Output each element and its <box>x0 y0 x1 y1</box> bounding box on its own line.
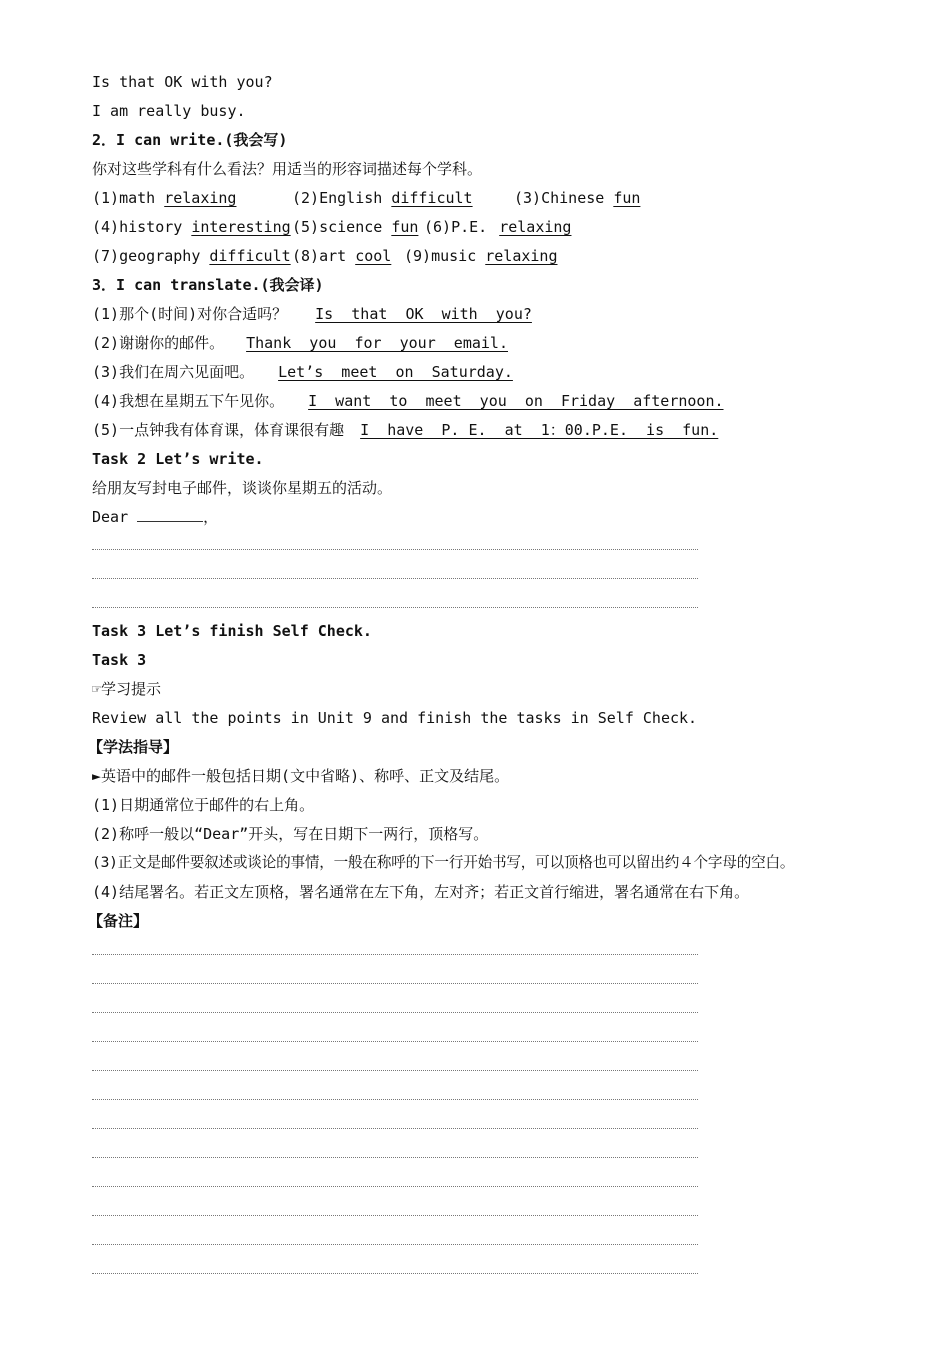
translate-prompt: (1)那个(时间)对你合适吗？ <box>92 305 288 323</box>
subject-answer: fun <box>391 218 419 236</box>
subject-answer: difficult <box>391 189 473 207</box>
notes-line[interactable] <box>92 954 698 955</box>
notes-line[interactable] <box>92 1273 698 1274</box>
write-instruction: 你对这些学科有什么看法？用适当的形容词描述每个学科。 <box>92 160 483 178</box>
notes-line[interactable] <box>92 1070 698 1071</box>
notes-line[interactable] <box>92 1215 698 1216</box>
subject-answer: relaxing <box>485 247 558 265</box>
translate-item-3 <box>92 362 513 382</box>
subject-label: (9)music <box>404 247 477 265</box>
translate-item-4 <box>92 391 724 411</box>
subject-label: (2)English <box>292 189 383 207</box>
translate-prompt: (4)我想在星期五下午见你。 <box>92 392 285 410</box>
subject-row-3 <box>92 246 558 266</box>
subject-answer: relaxing <box>499 218 572 236</box>
notes-line[interactable] <box>92 1128 698 1129</box>
method-point-4: (4)结尾署名。若正文左顶格，署名通常在左下角，左对齐；若正文首行缩进，署名通常在右下角。 <box>92 883 750 901</box>
method-point-1: (1)日期通常位于邮件的右上角。 <box>92 796 315 814</box>
notes-line[interactable] <box>92 1157 698 1158</box>
method-point-3: (3)正文是邮件要叙述或谈论的事情，一般在称呼的下一行开始书写，可以顶格也可以留出约４个字母的空白。 <box>92 854 795 871</box>
study-tip-text: Review all the points in Unit 9 and finish the tasks in Self Check. <box>92 709 698 727</box>
subject-label: (8)art <box>292 247 347 265</box>
translate-answer: Is that OK with you? <box>315 305 532 323</box>
translate-item-1 <box>92 304 532 324</box>
study-tip-label: ☞学习提示 <box>92 680 162 698</box>
subject-label: (7)geography <box>92 247 201 265</box>
subject-answer: difficult <box>209 247 291 265</box>
salutation-label: Dear <box>92 508 129 526</box>
notes-line[interactable] <box>92 1244 698 1245</box>
subject-row-1 <box>92 188 640 208</box>
translate-answer: Thank you for your email. <box>246 334 508 352</box>
subject-answer: interesting <box>191 218 291 236</box>
notes-heading: 【备注】 <box>88 912 149 930</box>
translate-prompt: (2)谢谢你的邮件。 <box>92 334 225 352</box>
task3-heading: Task 3 Let’s finish Self Check. <box>92 622 372 640</box>
notes-line[interactable] <box>92 1099 698 1100</box>
subject-label: (6)P.E. <box>424 218 488 236</box>
translate-prompt: (3)我们在周六见面吧。 <box>92 363 255 381</box>
writing-line[interactable] <box>92 549 698 550</box>
subject-answer: fun <box>613 189 641 207</box>
translate-answer: I want to meet you on Friday afternoon. <box>308 392 724 410</box>
task2-heading: Task 2 Let’s write. <box>92 450 264 468</box>
subject-label: (3)Chinese <box>514 189 605 207</box>
intro-line-2: I am really busy. <box>92 102 246 120</box>
method-intro: ►英语中的邮件一般包括日期(文中省略)、称呼、正文及结尾。 <box>92 767 510 785</box>
translate-answer: I have P. E. at 1：00.P.E. is fun. <box>360 421 719 439</box>
notes-line[interactable] <box>92 1186 698 1187</box>
task3-subheading: Task 3 <box>92 651 147 669</box>
method-point-2: (2)称呼一般以“Dear”开头，写在日期下一两行，顶格写。 <box>92 825 489 843</box>
notes-line[interactable] <box>92 1012 698 1013</box>
notes-line[interactable] <box>92 1041 698 1042</box>
write-heading: 2．I can write.(我会写) <box>92 131 288 149</box>
intro-line-1: Is that OK with you? <box>92 73 273 91</box>
subject-label: (1)math <box>92 189 156 207</box>
translate-item-2 <box>92 333 508 353</box>
task2-instruction: 给朋友写封电子邮件，谈谈你星期五的活动。 <box>92 479 393 497</box>
translate-heading: 3．I can translate.(我会译) <box>92 276 324 294</box>
subject-answer: relaxing <box>164 189 237 207</box>
notes-line[interactable] <box>92 983 698 984</box>
subject-row-2 <box>92 217 571 237</box>
salutation-comma: ， <box>203 508 219 526</box>
translate-answer: Let’s meet on Saturday. <box>278 363 513 381</box>
translate-prompt: (5)一点钟我有体育课，体育课很有趣 <box>92 421 345 439</box>
translate-item-5 <box>92 420 718 440</box>
email-salutation-line <box>92 507 218 527</box>
method-heading: 【学法指导】 <box>88 738 179 756</box>
writing-line[interactable] <box>92 578 698 579</box>
salutation-blank[interactable] <box>137 507 203 522</box>
subject-answer: cool <box>355 247 392 265</box>
subject-label: (5)science <box>292 218 383 236</box>
writing-line[interactable] <box>92 607 698 608</box>
subject-label: (4)history <box>92 218 183 236</box>
